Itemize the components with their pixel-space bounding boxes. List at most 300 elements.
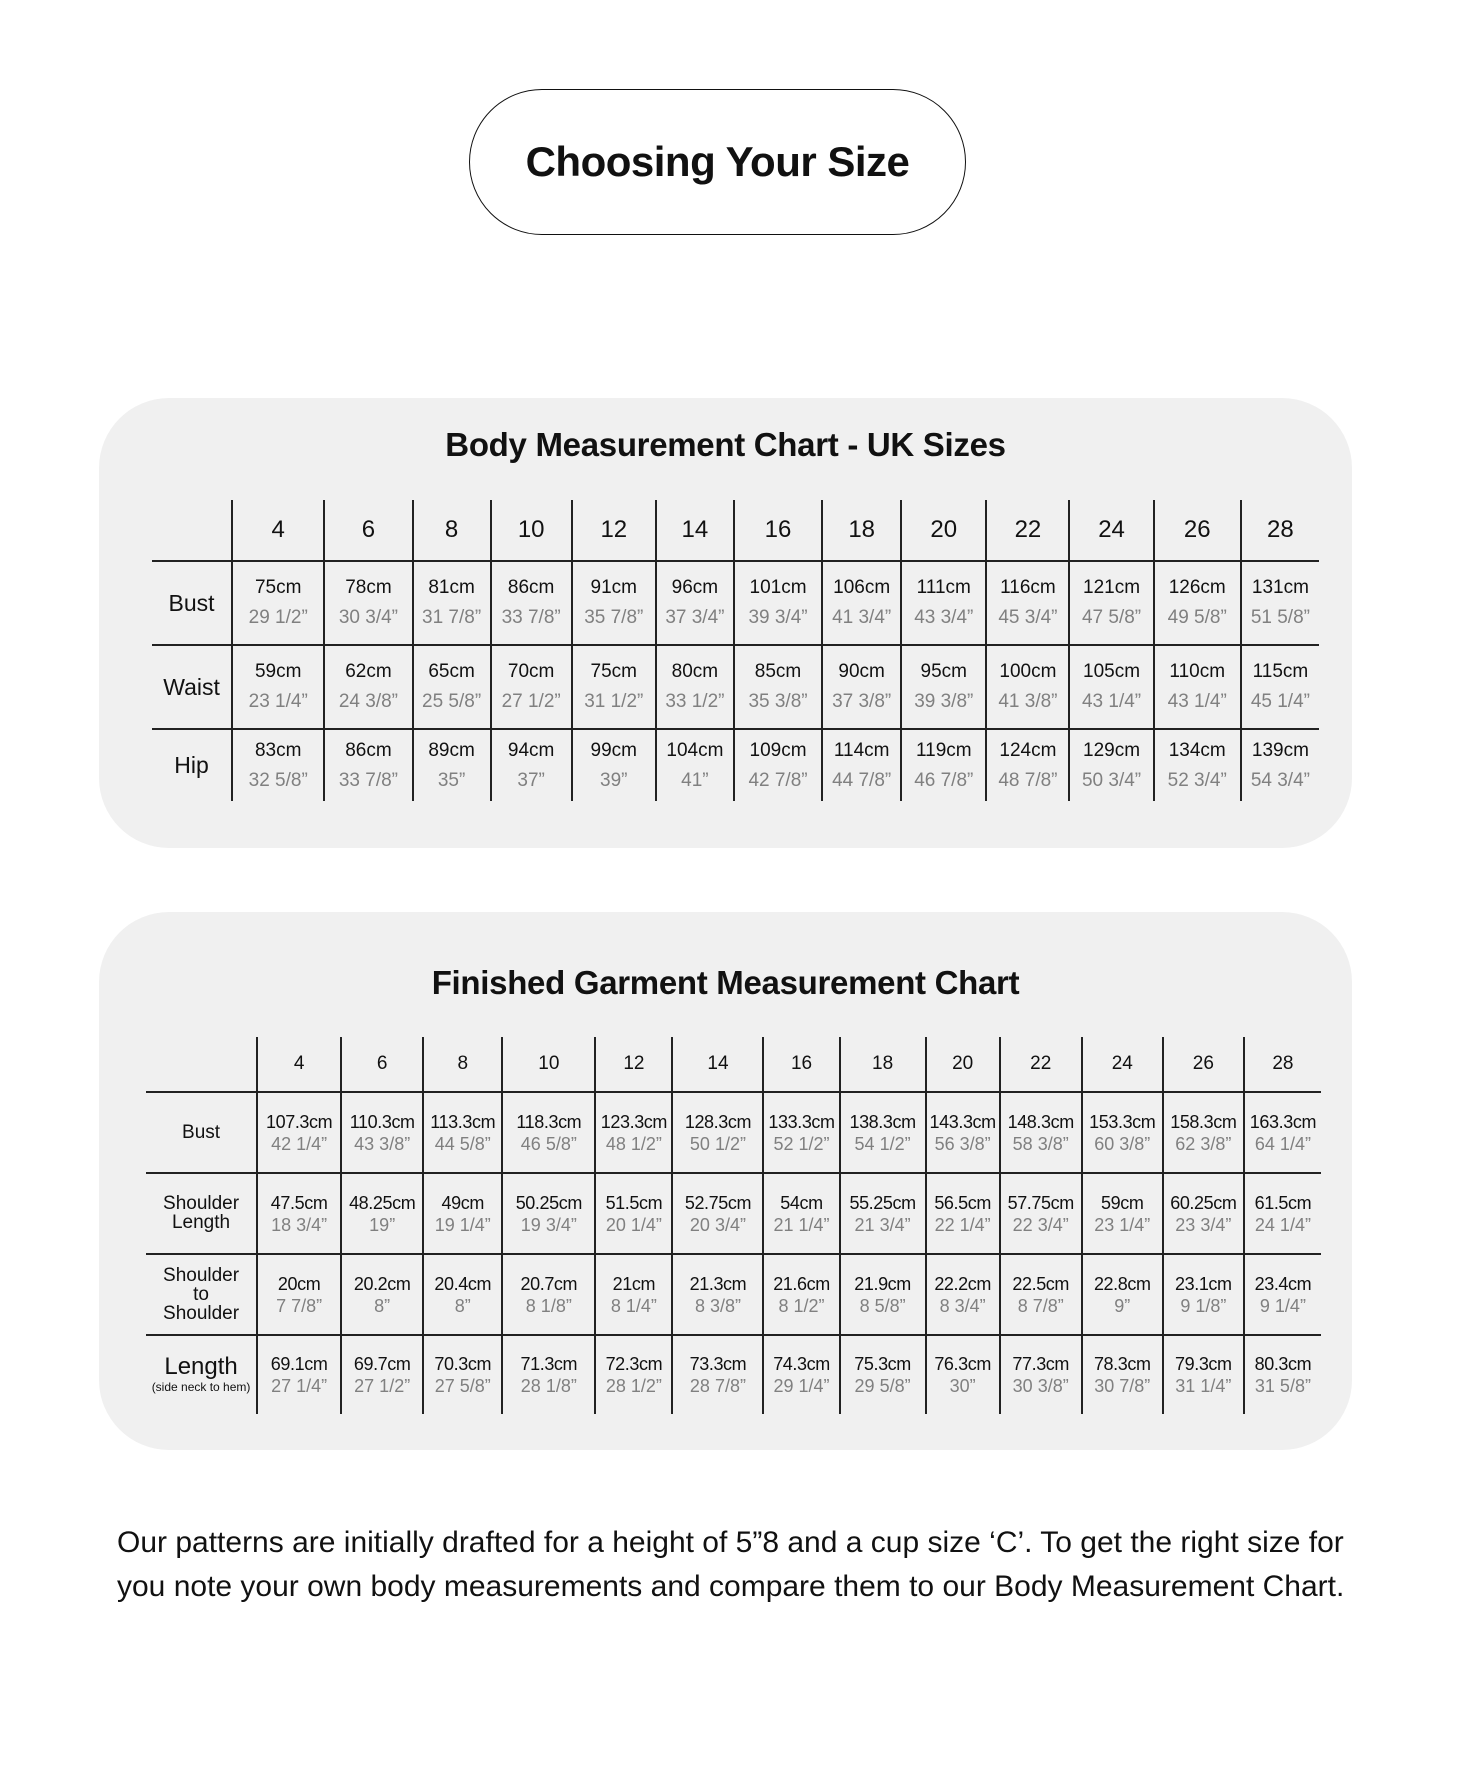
measurement-cell	[257, 1173, 341, 1254]
cm-value: 109cm	[749, 739, 807, 761]
measurement-cell	[595, 1173, 672, 1254]
size-header-10: 10	[491, 500, 572, 561]
cm-value: 96cm	[671, 577, 719, 598]
measurement-cell	[1154, 729, 1241, 801]
size-header-18: 18	[840, 1037, 926, 1092]
inch-value: 31 1/4”	[1175, 1376, 1232, 1396]
inch-value: 19 1/4”	[434, 1214, 491, 1235]
inch-value: 62 3/8”	[1175, 1133, 1232, 1154]
cm-value: 22.2cm	[934, 1273, 991, 1294]
inch-value: 19”	[369, 1214, 396, 1235]
inch-value: 8 7/8”	[1017, 1295, 1064, 1316]
cm-value: 89cm	[428, 739, 475, 761]
cm-value: 21.9cm	[854, 1273, 911, 1294]
measurement-cell	[1082, 1092, 1163, 1173]
inch-value: 29 1/4”	[773, 1376, 830, 1396]
measurement-cell	[491, 645, 572, 729]
measurement-cell	[1069, 645, 1153, 729]
inch-value: 28 1/8”	[520, 1376, 577, 1396]
cm-value: 104cm	[666, 739, 724, 761]
inch-value: 44 7/8”	[832, 769, 892, 791]
inch-value: 32 5/8”	[248, 769, 308, 791]
inch-value: 30 3/4”	[338, 607, 399, 628]
cm-value: 56.5cm	[934, 1192, 991, 1213]
measurement-cell	[324, 645, 412, 729]
cm-value: 21.6cm	[773, 1273, 830, 1294]
measurement-cell	[257, 1335, 341, 1414]
intro-paragraph: Our patterns are initially drafted for a height of 5”8 and a cup size ‘C’. To get the right size for you note your own body measurements and compare them to our Body Measurement Chart.	[117, 1526, 1345, 1603]
measurement-cell	[1244, 1173, 1321, 1254]
cm-value: 133.3cm	[768, 1111, 835, 1132]
measurement-cell	[232, 561, 324, 645]
cm-value: 50.25cm	[515, 1192, 582, 1213]
measurement-cell	[324, 561, 412, 645]
size-header-22: 22	[986, 500, 1069, 561]
inch-value: 29 1/2”	[248, 607, 308, 628]
measurement-cell	[901, 729, 986, 801]
row-label-cell	[152, 729, 232, 801]
inch-value: 27 1/2”	[501, 691, 561, 712]
row-label: Waist	[163, 673, 220, 700]
cm-value: 110.3cm	[349, 1111, 415, 1132]
inch-value: 30”	[949, 1376, 976, 1396]
cm-value: 47.5cm	[270, 1192, 328, 1213]
cm-value: 20.2cm	[353, 1273, 411, 1294]
row-label: Shoulder to Shoulder	[163, 1264, 240, 1324]
cm-value: 121cm	[1083, 577, 1141, 598]
cm-value: 153.3cm	[1089, 1111, 1156, 1132]
row-label: Length	[164, 1353, 238, 1380]
inch-value: 39 3/4”	[748, 607, 808, 628]
cm-value: 48.25cm	[349, 1192, 416, 1213]
measurement-cell	[1241, 561, 1319, 645]
measurement-cell	[672, 1173, 763, 1254]
measurement-cell	[502, 1254, 595, 1335]
inch-value: 23 3/4”	[1175, 1214, 1232, 1235]
inch-value: 43 1/4”	[1081, 691, 1142, 712]
cm-value: 21.3cm	[689, 1273, 747, 1294]
size-header-28: 28	[1244, 1037, 1321, 1092]
inch-value: 9 1/4”	[1259, 1295, 1306, 1316]
inch-value: 52 3/4”	[1167, 769, 1227, 791]
cm-value: 107.3cm	[266, 1111, 333, 1132]
cm-value: 158.3cm	[1170, 1111, 1237, 1132]
row-sublabel: (side neck to hem)	[151, 1380, 251, 1394]
row-label-cell	[146, 1254, 257, 1335]
inch-value: 29 5/8”	[854, 1376, 911, 1396]
row-label: Shoulder Length	[163, 1193, 240, 1233]
table-row	[146, 1173, 1321, 1254]
measurement-cell	[1154, 645, 1241, 729]
inch-value: 46 5/8”	[520, 1133, 577, 1154]
inch-value: 27 5/8”	[434, 1376, 491, 1396]
cm-value: 22.5cm	[1012, 1273, 1070, 1294]
cm-value: 114cm	[833, 739, 890, 761]
measurement-cell	[491, 729, 572, 801]
measurement-cell	[672, 1092, 763, 1173]
cm-value: 94cm	[507, 739, 555, 761]
inch-value: 22 3/4”	[1012, 1214, 1069, 1235]
cm-value: 23.4cm	[1254, 1273, 1312, 1294]
cm-value: 81cm	[428, 577, 475, 598]
inch-value: 7 7/8”	[276, 1295, 323, 1316]
cm-value: 99cm	[590, 739, 638, 761]
cm-value: 111cm	[916, 577, 971, 598]
measurement-cell	[763, 1335, 839, 1414]
inch-value: 23 1/4”	[248, 691, 308, 712]
measurement-cell	[986, 645, 1069, 729]
inch-value: 44 5/8”	[434, 1133, 491, 1154]
measurement-cell	[341, 1092, 423, 1173]
inch-value: 20 3/4”	[689, 1214, 746, 1235]
cm-value: 79.3cm	[1175, 1354, 1232, 1374]
measurement-cell	[1163, 1335, 1244, 1414]
size-header-20: 20	[926, 1037, 1000, 1092]
table-row	[152, 729, 1319, 801]
row-label-cell	[146, 1173, 257, 1254]
measurement-cell	[502, 1092, 595, 1173]
measurement-cell	[232, 645, 324, 729]
cm-value: 100cm	[999, 661, 1057, 682]
cm-value: 163.3cm	[1249, 1111, 1317, 1132]
size-header-14: 14	[672, 1037, 763, 1092]
measurement-cell	[413, 645, 491, 729]
cm-value: 126cm	[1168, 577, 1226, 598]
inch-value: 45 1/4”	[1250, 691, 1310, 712]
measurement-cell	[926, 1335, 1000, 1414]
cm-value: 55.25cm	[849, 1192, 916, 1213]
row-label: Bust	[182, 1121, 221, 1143]
inch-value: 28 1/2”	[605, 1376, 662, 1396]
cm-value: 83cm	[254, 739, 302, 761]
measurement-cell	[595, 1254, 672, 1335]
measurement-cell	[1244, 1335, 1321, 1414]
measurement-cell	[572, 561, 656, 645]
measurement-cell	[1000, 1335, 1082, 1414]
cm-value: 51.5cm	[605, 1192, 663, 1213]
measurement-cell	[763, 1173, 839, 1254]
measurement-cell	[1241, 645, 1319, 729]
inch-value: 33 1/2”	[665, 691, 725, 712]
inch-value: 33 7/8”	[338, 769, 399, 791]
inch-value: 21 1/4”	[773, 1214, 830, 1235]
measurement-cell	[572, 645, 656, 729]
measurement-cell	[734, 645, 822, 729]
measurement-cell	[1244, 1092, 1321, 1173]
inch-value: 8”	[374, 1295, 391, 1316]
inch-value: 27 1/4”	[271, 1376, 328, 1396]
cm-value: 105cm	[1083, 661, 1141, 682]
inch-value: 21 3/4”	[854, 1214, 911, 1235]
measurement-cell	[926, 1092, 1000, 1173]
inch-value: 46 7/8”	[914, 769, 974, 791]
row-label-cell	[152, 561, 232, 645]
cm-value: 124cm	[999, 739, 1057, 761]
measurement-cell	[734, 729, 822, 801]
cm-value: 70.3cm	[434, 1354, 492, 1374]
measurement-cell	[986, 729, 1069, 801]
inch-value: 51 5/8”	[1250, 607, 1310, 628]
inch-value: 41 3/8”	[998, 691, 1058, 712]
measurement-cell	[1000, 1092, 1082, 1173]
inch-value: 54 3/4”	[1250, 769, 1310, 791]
cm-value: 70cm	[507, 661, 555, 682]
inch-value: 54 1/2”	[854, 1133, 911, 1154]
inch-value: 37 3/4”	[665, 607, 725, 628]
body-chart-title: Body Measurement Chart - UK Sizes	[445, 426, 1006, 463]
size-header-24: 24	[1069, 500, 1153, 561]
cm-value: 118.3cm	[516, 1111, 582, 1132]
inch-value: 27 1/2”	[354, 1376, 411, 1396]
inch-value: 52 1/2”	[773, 1133, 830, 1154]
measurement-cell	[926, 1254, 1000, 1335]
cm-value: 75.3cm	[854, 1354, 911, 1374]
cm-value: 69.1cm	[270, 1354, 328, 1374]
cm-value: 74.3cm	[773, 1354, 830, 1374]
cm-value: 86cm	[507, 577, 555, 598]
measurement-cell	[1154, 561, 1241, 645]
body-measurement-table	[152, 500, 1319, 801]
inch-value: 23 1/4”	[1094, 1214, 1151, 1235]
measurement-cell	[822, 645, 901, 729]
measurement-cell	[734, 561, 822, 645]
inch-value: 33 7/8”	[501, 607, 561, 628]
inch-value: 8 1/8”	[525, 1295, 572, 1316]
cm-value: 61.5cm	[1254, 1192, 1312, 1213]
cm-value: 113.3cm	[430, 1111, 496, 1132]
cm-value: 60.25cm	[1170, 1192, 1237, 1213]
measurement-cell	[324, 729, 412, 801]
size-header-26: 26	[1163, 1037, 1244, 1092]
cm-value: 22.8cm	[1093, 1273, 1151, 1294]
inch-value: 9”	[1114, 1295, 1131, 1316]
cm-value: 123.3cm	[600, 1111, 668, 1132]
measurement-cell	[232, 729, 324, 801]
cm-value: 110cm	[1169, 661, 1226, 682]
inch-value: 47 5/8”	[1081, 607, 1142, 628]
row-label-cell	[146, 1335, 257, 1414]
size-header-28: 28	[1241, 500, 1319, 561]
cm-value: 23.1cm	[1175, 1273, 1232, 1294]
measurement-cell	[1163, 1254, 1244, 1335]
inch-value: 8 3/8”	[694, 1295, 741, 1316]
cm-value: 134cm	[1168, 739, 1226, 761]
corner-cell	[152, 500, 232, 561]
inch-value: 41 3/4”	[832, 607, 892, 628]
measurement-cell	[423, 1335, 502, 1414]
measurement-cell	[423, 1254, 502, 1335]
measurement-cell	[840, 1335, 926, 1414]
size-header-12: 12	[595, 1037, 672, 1092]
measurement-cell	[822, 561, 901, 645]
size-header-22: 22	[1000, 1037, 1082, 1092]
measurement-cell	[1000, 1254, 1082, 1335]
inch-value: 28 7/8”	[689, 1376, 746, 1396]
cm-value: 139cm	[1251, 739, 1309, 761]
inch-value: 39 3/8”	[914, 691, 974, 712]
cm-value: 119cm	[915, 739, 972, 761]
measurement-cell	[1244, 1254, 1321, 1335]
cm-value: 95cm	[920, 661, 968, 682]
cm-value: 115cm	[1252, 661, 1309, 682]
measurement-cell	[502, 1335, 595, 1414]
cm-value: 21cm	[612, 1273, 656, 1294]
row-label-cell	[152, 645, 232, 729]
measurement-cell	[257, 1254, 341, 1335]
measurement-cell	[423, 1173, 502, 1254]
measurement-cell	[491, 561, 572, 645]
inch-value: 56 3/8”	[934, 1133, 991, 1154]
measurement-cell	[822, 729, 901, 801]
inch-value: 25 5/8”	[422, 691, 482, 712]
cm-value: 80.3cm	[1254, 1354, 1312, 1374]
cm-value: 71.3cm	[520, 1354, 578, 1374]
measurement-cell	[763, 1092, 839, 1173]
inch-value: 48 1/2”	[605, 1133, 662, 1154]
cm-value: 54cm	[780, 1192, 823, 1213]
inch-value: 8 3/4”	[939, 1295, 986, 1316]
size-header-16: 16	[734, 500, 822, 561]
size-header-6: 6	[324, 500, 412, 561]
measurement-cell	[595, 1092, 672, 1173]
cm-value: 90cm	[838, 661, 885, 682]
cm-value: 69.7cm	[353, 1354, 411, 1374]
cm-value: 80cm	[671, 661, 719, 682]
inch-value: 20 1/4”	[605, 1214, 662, 1235]
size-header-8: 8	[423, 1037, 502, 1092]
size-header-12: 12	[572, 500, 656, 561]
measurement-cell	[341, 1254, 423, 1335]
measurement-cell	[901, 561, 986, 645]
size-header-20: 20	[901, 500, 986, 561]
cm-value: 65cm	[428, 661, 475, 682]
inch-value: 42 7/8”	[748, 769, 808, 791]
inch-value: 30 7/8”	[1094, 1376, 1151, 1396]
measurement-cell	[572, 729, 656, 801]
table-row	[152, 561, 1319, 645]
cm-value: 138.3cm	[849, 1111, 916, 1132]
inch-value: 48 7/8”	[998, 769, 1058, 791]
inch-value: 43 3/8”	[354, 1133, 411, 1154]
measurement-cell	[1082, 1254, 1163, 1335]
inch-value: 31 1/2”	[584, 691, 644, 712]
inch-value: 50 3/4”	[1081, 769, 1142, 791]
measurement-cell	[341, 1335, 423, 1414]
inch-value: 31 7/8”	[422, 607, 482, 628]
measurement-cell	[341, 1173, 423, 1254]
measurement-cell	[423, 1092, 502, 1173]
row-label: Bust	[168, 589, 215, 616]
cm-value: 76.3cm	[934, 1354, 991, 1374]
inch-value: 8”	[454, 1295, 471, 1316]
cm-value: 128.3cm	[684, 1111, 752, 1132]
size-header-8: 8	[413, 500, 491, 561]
measurement-cell	[672, 1254, 763, 1335]
measurement-cell	[901, 645, 986, 729]
inch-value: 24 1/4”	[1254, 1214, 1311, 1235]
inch-value: 37 3/8”	[832, 691, 892, 712]
size-header-26: 26	[1154, 500, 1241, 561]
size-header-4: 4	[257, 1037, 341, 1092]
size-header-4: 4	[232, 500, 324, 561]
cm-value: 72.3cm	[605, 1354, 663, 1374]
cm-value: 77.3cm	[1012, 1354, 1070, 1374]
inch-value: 8 1/4”	[610, 1295, 657, 1316]
inch-value: 45 3/4”	[998, 607, 1058, 628]
cm-value: 85cm	[754, 661, 802, 682]
size-header-18: 18	[822, 500, 901, 561]
measurement-cell	[840, 1173, 926, 1254]
inch-value: 42 1/4”	[271, 1133, 328, 1154]
cm-value: 52.75cm	[684, 1192, 752, 1213]
size-header-16: 16	[763, 1037, 839, 1092]
measurement-cell	[986, 561, 1069, 645]
cm-value: 57.75cm	[1007, 1192, 1074, 1213]
measurement-cell	[656, 561, 734, 645]
size-header-14: 14	[656, 500, 734, 561]
body-measurement-panel	[99, 398, 1352, 848]
inch-value: 31 5/8”	[1254, 1376, 1311, 1396]
garment-measurement-table	[146, 1037, 1321, 1414]
measurement-cell	[1082, 1173, 1163, 1254]
inch-value: 50 1/2”	[689, 1133, 746, 1154]
measurement-cell	[1241, 729, 1319, 801]
inch-value: 8 1/2”	[778, 1295, 825, 1316]
cm-value: 86cm	[345, 739, 392, 761]
size-header-24: 24	[1082, 1037, 1163, 1092]
corner-cell	[146, 1037, 257, 1092]
cm-value: 59cm	[1101, 1192, 1144, 1213]
inch-value: 37”	[517, 769, 545, 791]
inch-value: 8 5/8”	[859, 1295, 906, 1316]
inch-value: 9 1/8”	[1180, 1295, 1227, 1316]
size-header-6: 6	[341, 1037, 423, 1092]
cm-value: 49cm	[441, 1192, 484, 1213]
cm-value: 75cm	[254, 577, 302, 598]
size-header-10: 10	[502, 1037, 595, 1092]
cm-value: 78cm	[345, 577, 392, 598]
inch-value: 30 3/8”	[1012, 1376, 1069, 1396]
table-row	[146, 1335, 1321, 1414]
measurement-cell	[672, 1335, 763, 1414]
measurement-cell	[502, 1173, 595, 1254]
measurement-cell	[1163, 1173, 1244, 1254]
cm-value: 148.3cm	[1007, 1111, 1074, 1132]
measurement-cell	[413, 729, 491, 801]
garment-measurement-panel	[99, 912, 1352, 1450]
cm-value: 75cm	[590, 661, 638, 682]
measurement-cell	[257, 1092, 341, 1173]
cm-value: 91cm	[590, 577, 638, 598]
cm-value: 20.4cm	[434, 1273, 492, 1294]
inch-value: 24 3/8”	[338, 691, 399, 712]
inch-value: 43 3/4”	[914, 607, 974, 628]
inch-value: 39”	[600, 769, 628, 791]
table-row	[146, 1254, 1321, 1335]
inch-value: 22 1/4”	[934, 1214, 991, 1235]
inch-value: 35 3/8”	[748, 691, 808, 712]
inch-value: 60 3/8”	[1094, 1133, 1151, 1154]
measurement-cell	[656, 645, 734, 729]
cm-value: 78.3cm	[1093, 1354, 1151, 1374]
inch-value: 43 1/4”	[1167, 691, 1227, 712]
cm-value: 62cm	[345, 661, 392, 682]
garment-chart-title: Finished Garment Measurement Chart	[431, 964, 1020, 1001]
measurement-cell	[840, 1254, 926, 1335]
measurement-cell	[1000, 1173, 1082, 1254]
measurement-cell	[413, 561, 491, 645]
measurement-cell	[1163, 1092, 1244, 1173]
